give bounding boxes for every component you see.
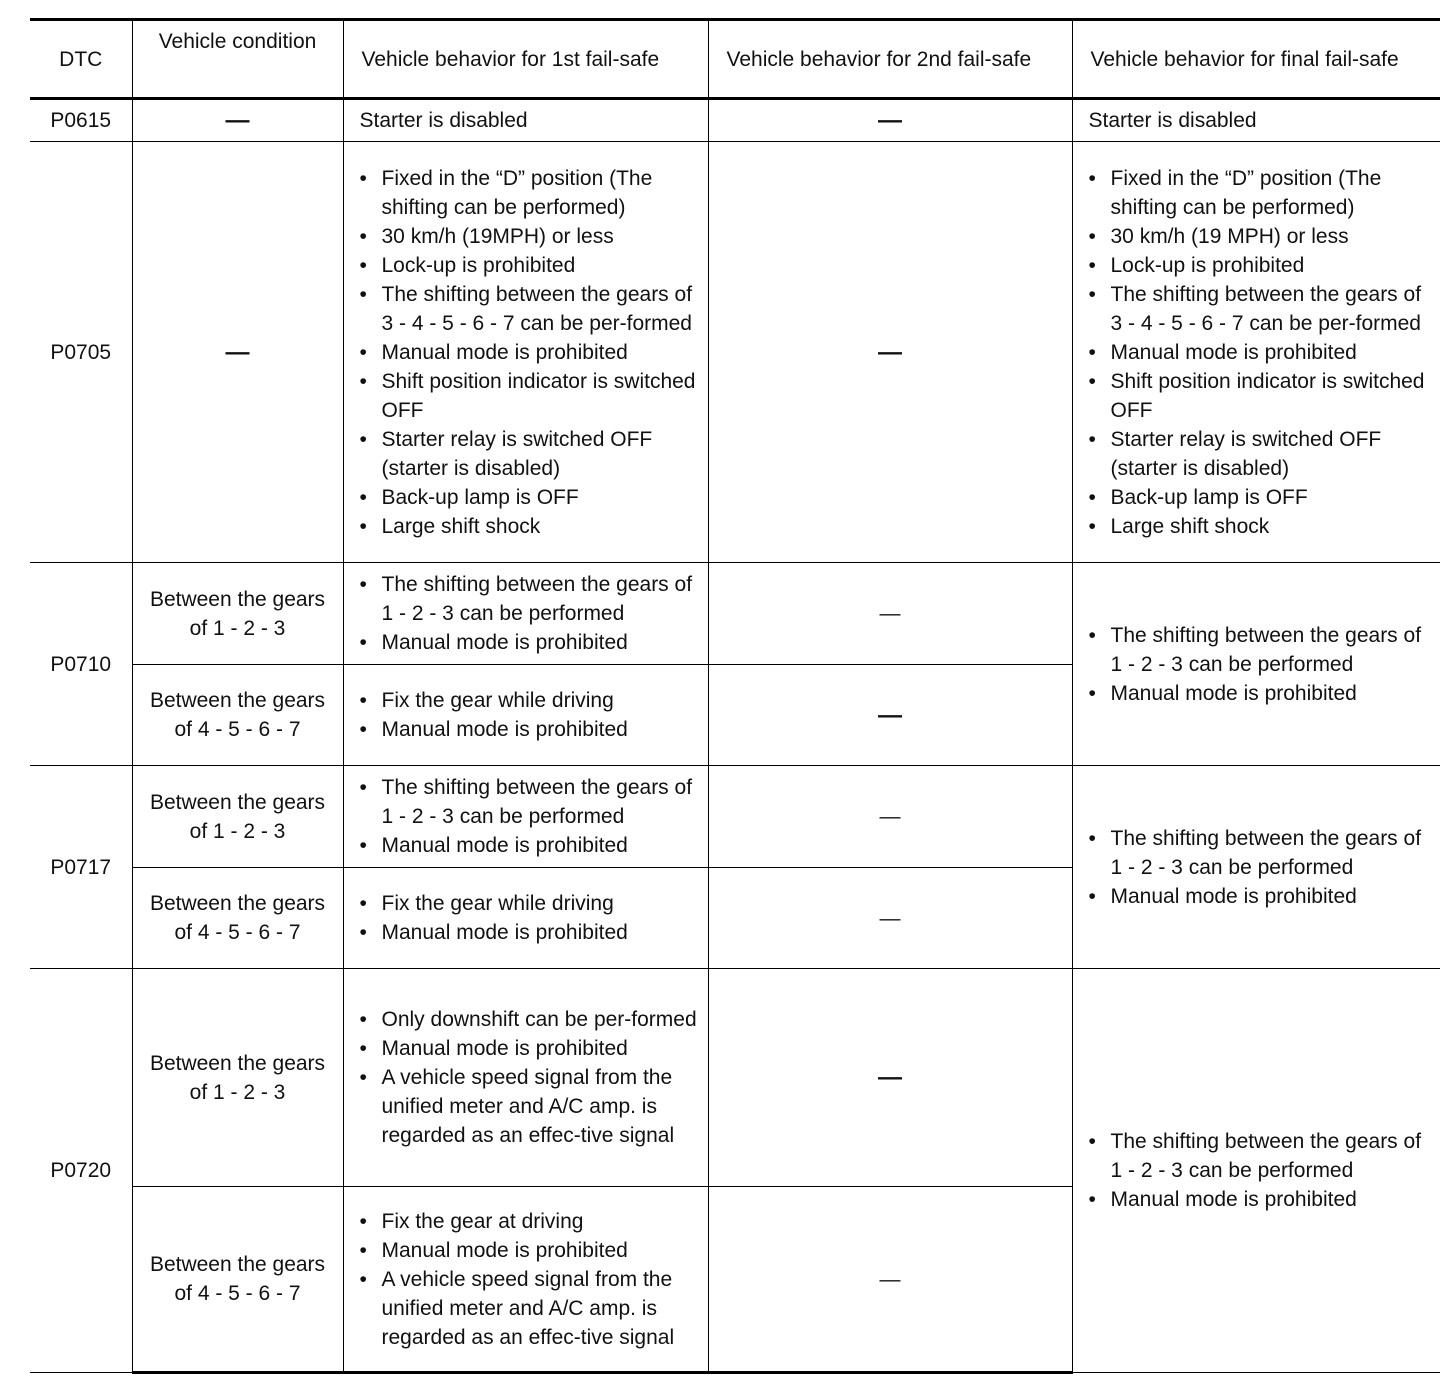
list-item: • A vehicle speed signal from the unified meter and A/C amp. is regarded as an effec-tive signal xyxy=(358,1063,700,1150)
list-item: • Manual mode is prohibited xyxy=(358,1236,700,1265)
second-fail-safe-cell: — xyxy=(708,99,1072,142)
list-item: • Manual mode is prohibited xyxy=(358,1034,700,1063)
list-item: • The shifting between the gears of 1 - 2 - 3 can be performed xyxy=(358,570,700,628)
header-1st-fail-safe: Vehicle behavior for 1st fail-safe xyxy=(343,20,708,99)
final-fail-safe-cell xyxy=(1072,969,1440,1373)
list-item: • Fix the gear while driving xyxy=(358,889,700,918)
list-item: • Large shift shock xyxy=(358,512,700,541)
second-fail-safe-cell: — xyxy=(708,868,1072,969)
list-item: • Fixed in the “D” position (The shifting can be performed) xyxy=(1087,164,1433,222)
bullet-list xyxy=(358,773,700,860)
list-item: • The shifting between the gears of 1 - 2 - 3 can be performed xyxy=(1087,621,1433,679)
dtc-cell: P0705 xyxy=(30,142,132,563)
second-fail-safe-cell: — xyxy=(708,563,1072,665)
first-fail-safe-cell xyxy=(343,969,708,1187)
first-fail-safe-cell xyxy=(343,142,708,563)
list-item: • The shifting between the gears of 3 - 4 - 5 - 6 - 7 can be per-formed xyxy=(358,280,700,338)
table-row-p0720-a xyxy=(30,969,1440,1187)
dtc-cell: P0615 xyxy=(30,99,132,142)
list-item: • A vehicle speed signal from the unified meter and A/C amp. is regarded as an effec-tive signal xyxy=(358,1265,700,1352)
second-fail-safe-cell: — xyxy=(708,969,1072,1187)
condition-cell: — xyxy=(132,142,343,563)
first-fail-safe-cell xyxy=(343,868,708,969)
list-item: • Shift position indicator is switched OFF xyxy=(358,367,700,425)
bullet-list xyxy=(1087,164,1433,541)
list-item: • The shifting between the gears of 1 - 2 - 3 can be performed xyxy=(358,773,700,831)
list-item: • 30 km/h (19 MPH) or less xyxy=(1087,222,1433,251)
condition-cell: Between the gears of 4 - 5 - 6 - 7 xyxy=(132,868,343,969)
list-item: • The shifting between the gears of 1 - 2 - 3 can be performed xyxy=(1087,1127,1433,1185)
header-vehicle-condition: Vehicle condition xyxy=(132,20,343,99)
bullet-list xyxy=(358,1005,700,1150)
list-item: • Manual mode is prohibited xyxy=(1087,1185,1433,1214)
bullet-list xyxy=(358,889,700,947)
list-item: • Shift position indicator is switched OFF xyxy=(1087,367,1433,425)
list-item: • Manual mode is prohibited xyxy=(358,715,700,744)
final-fail-safe-cell xyxy=(1072,142,1440,563)
condition-cell: Between the gears of 1 - 2 - 3 xyxy=(132,969,343,1187)
first-fail-safe-cell xyxy=(343,563,708,665)
list-item: • Manual mode is prohibited xyxy=(1087,338,1433,367)
second-fail-safe-cell: — xyxy=(708,1187,1072,1373)
list-item: • Only downshift can be per-formed xyxy=(358,1005,700,1034)
condition-cell: — xyxy=(132,99,343,142)
list-item: • Manual mode is prohibited xyxy=(358,628,700,657)
first-fail-safe-cell xyxy=(343,766,708,868)
list-item: • Lock-up is prohibited xyxy=(358,251,700,280)
list-item: • Back-up lamp is OFF xyxy=(358,483,700,512)
table-row-p0615 xyxy=(30,99,1440,142)
list-item: • Fixed in the “D” position (The shifting can be performed) xyxy=(358,164,700,222)
bullet-list xyxy=(1087,621,1433,708)
condition-cell: Between the gears of 1 - 2 - 3 xyxy=(132,563,343,665)
condition-cell: Between the gears of 4 - 5 - 6 - 7 xyxy=(132,1187,343,1373)
header-row xyxy=(30,20,1440,99)
list-item: • Large shift shock xyxy=(1087,512,1433,541)
bullet-list xyxy=(1087,824,1433,911)
first-fail-safe-cell: Starter is disabled xyxy=(343,99,708,142)
table-row-p0717-a xyxy=(30,766,1440,868)
second-fail-safe-cell: — xyxy=(708,665,1072,766)
list-item: • Starter relay is switched OFF (starter is disabled) xyxy=(1087,425,1433,483)
condition-cell: Between the gears of 1 - 2 - 3 xyxy=(132,766,343,868)
first-fail-safe-cell xyxy=(343,665,708,766)
list-item: • Manual mode is prohibited xyxy=(358,338,700,367)
list-item: • Starter relay is switched OFF (starter is disabled) xyxy=(358,425,700,483)
list-item: • The shifting between the gears of 3 - 4 - 5 - 6 - 7 can be per-formed xyxy=(1087,280,1433,338)
fail-safe-document xyxy=(30,18,1440,1374)
second-fail-safe-cell: — xyxy=(708,142,1072,563)
second-fail-safe-cell: — xyxy=(708,766,1072,868)
bullet-list xyxy=(358,570,700,657)
list-item: • Back-up lamp is OFF xyxy=(1087,483,1433,512)
bullet-list xyxy=(358,164,700,541)
final-fail-safe-cell xyxy=(1072,563,1440,766)
final-fail-safe-cell: Starter is disabled xyxy=(1072,99,1440,142)
table-row-p0710-a xyxy=(30,563,1440,665)
bullet-list xyxy=(358,686,700,744)
list-item: • Manual mode is prohibited xyxy=(1087,882,1433,911)
table-row-p0705 xyxy=(30,142,1440,563)
list-item: • Manual mode is prohibited xyxy=(358,831,700,860)
header-dtc: DTC xyxy=(30,20,132,99)
list-item: • Manual mode is prohibited xyxy=(1087,679,1433,708)
list-item: • Fix the gear while driving xyxy=(358,686,700,715)
dtc-cell: P0717 xyxy=(30,766,132,969)
list-item: • Lock-up is prohibited xyxy=(1087,251,1433,280)
final-fail-safe-cell xyxy=(1072,766,1440,969)
bullet-list xyxy=(1087,1127,1433,1214)
list-item: • Fix the gear at driving xyxy=(358,1207,700,1236)
bullet-list xyxy=(358,1207,700,1352)
header-final-fail-safe: Vehicle behavior for final fail-safe xyxy=(1072,20,1440,99)
list-item: • Manual mode is prohibited xyxy=(358,918,700,947)
header-2nd-fail-safe: Vehicle behavior for 2nd fail-safe xyxy=(708,20,1072,99)
list-item: • The shifting between the gears of 1 - 2 - 3 can be performed xyxy=(1087,824,1433,882)
fail-safe-table xyxy=(30,18,1440,1374)
list-item: • 30 km/h (19MPH) or less xyxy=(358,222,700,251)
condition-cell: Between the gears of 4 - 5 - 6 - 7 xyxy=(132,665,343,766)
dtc-cell: P0720 xyxy=(30,969,132,1373)
first-fail-safe-cell xyxy=(343,1187,708,1373)
dtc-cell: P0710 xyxy=(30,563,132,766)
